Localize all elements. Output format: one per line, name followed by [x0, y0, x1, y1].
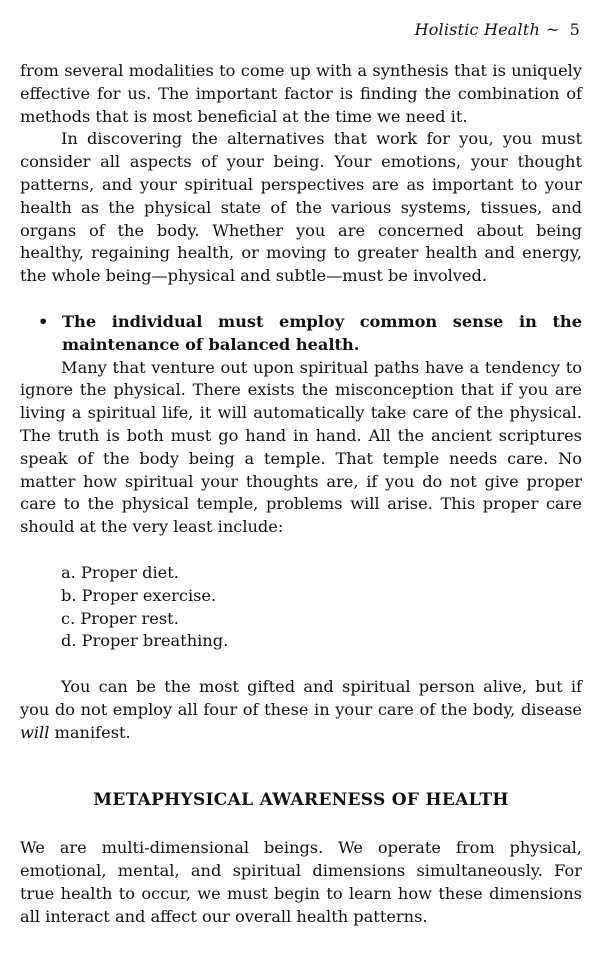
paragraph-continuation: from several modalities to come up with a synthesis that is uniquely effective for us. The important factor is finding the combination of methods that is most beneficial at the time we need it. — [20, 61, 582, 126]
paragraph-spiritual-paths: Many that venture out upon spiritual paths have a tendency to ignore the physical. There exists the misconception that if you are living a spiritual life, it will automatically take care of the physical. The truth is both must go hand in hand. All the ancient scriptures speak of the body being a temple. That temple needs care. No matter how spiritual your thoughts are, if you do not give proper care to the physical temple, problems will arise. This proper care should at the very least include: — [20, 357, 582, 537]
list-item: a. Proper diet. — [61, 562, 179, 582]
list-item: d. Proper breathing. — [61, 631, 229, 651]
paragraph-gifted — [20, 676, 582, 744]
bullet-marker: • — [38, 311, 49, 331]
list-item: b. Proper exercise. — [61, 585, 217, 605]
paragraph-multidimensional: We are multi-dimensional beings. We operate from physical, emotional, mental, and spiritual dimensions simultaneously. For true health to occur, we must begin to learn how these dimensions all interact and affect our overall health patterns. — [20, 838, 582, 926]
page-number: 5 — [569, 20, 580, 39]
paragraph-gifted-text: You can be the most gifted and spiritual person alive, but if you do not employ all four of these in your care of the body, disease — [20, 677, 582, 719]
paragraph-gifted-end: manifest. — [49, 722, 131, 742]
paragraph-alternatives: In discovering the alternatives that work for you, you must consider all aspects of your being. Your emotions, your thought patterns, and your spiritual perspectives are as important to your health as the physical state of the various systems, tissues, and organs of the body. Whether you are concerned about being healthy, regaining health, or moving to greater health and energy, the whole being—physical and subtle—must be involved. — [20, 129, 582, 286]
running-header-separator: ~ — [546, 20, 560, 39]
emphasis-will: will — [20, 722, 50, 742]
bullet-point — [20, 311, 582, 357]
care-list — [61, 562, 582, 653]
running-header-title: Holistic Health — [414, 20, 540, 39]
page-body — [20, 60, 582, 929]
section-heading: METAPHYSICAL AWARENESS OF HEALTH — [93, 789, 509, 810]
spacer — [20, 653, 582, 676]
list-item: c. Proper rest. — [61, 608, 179, 628]
bullet-text: The individual must employ common sense in the maintenance of balanced health. — [62, 311, 582, 354]
running-header — [415, 20, 580, 39]
